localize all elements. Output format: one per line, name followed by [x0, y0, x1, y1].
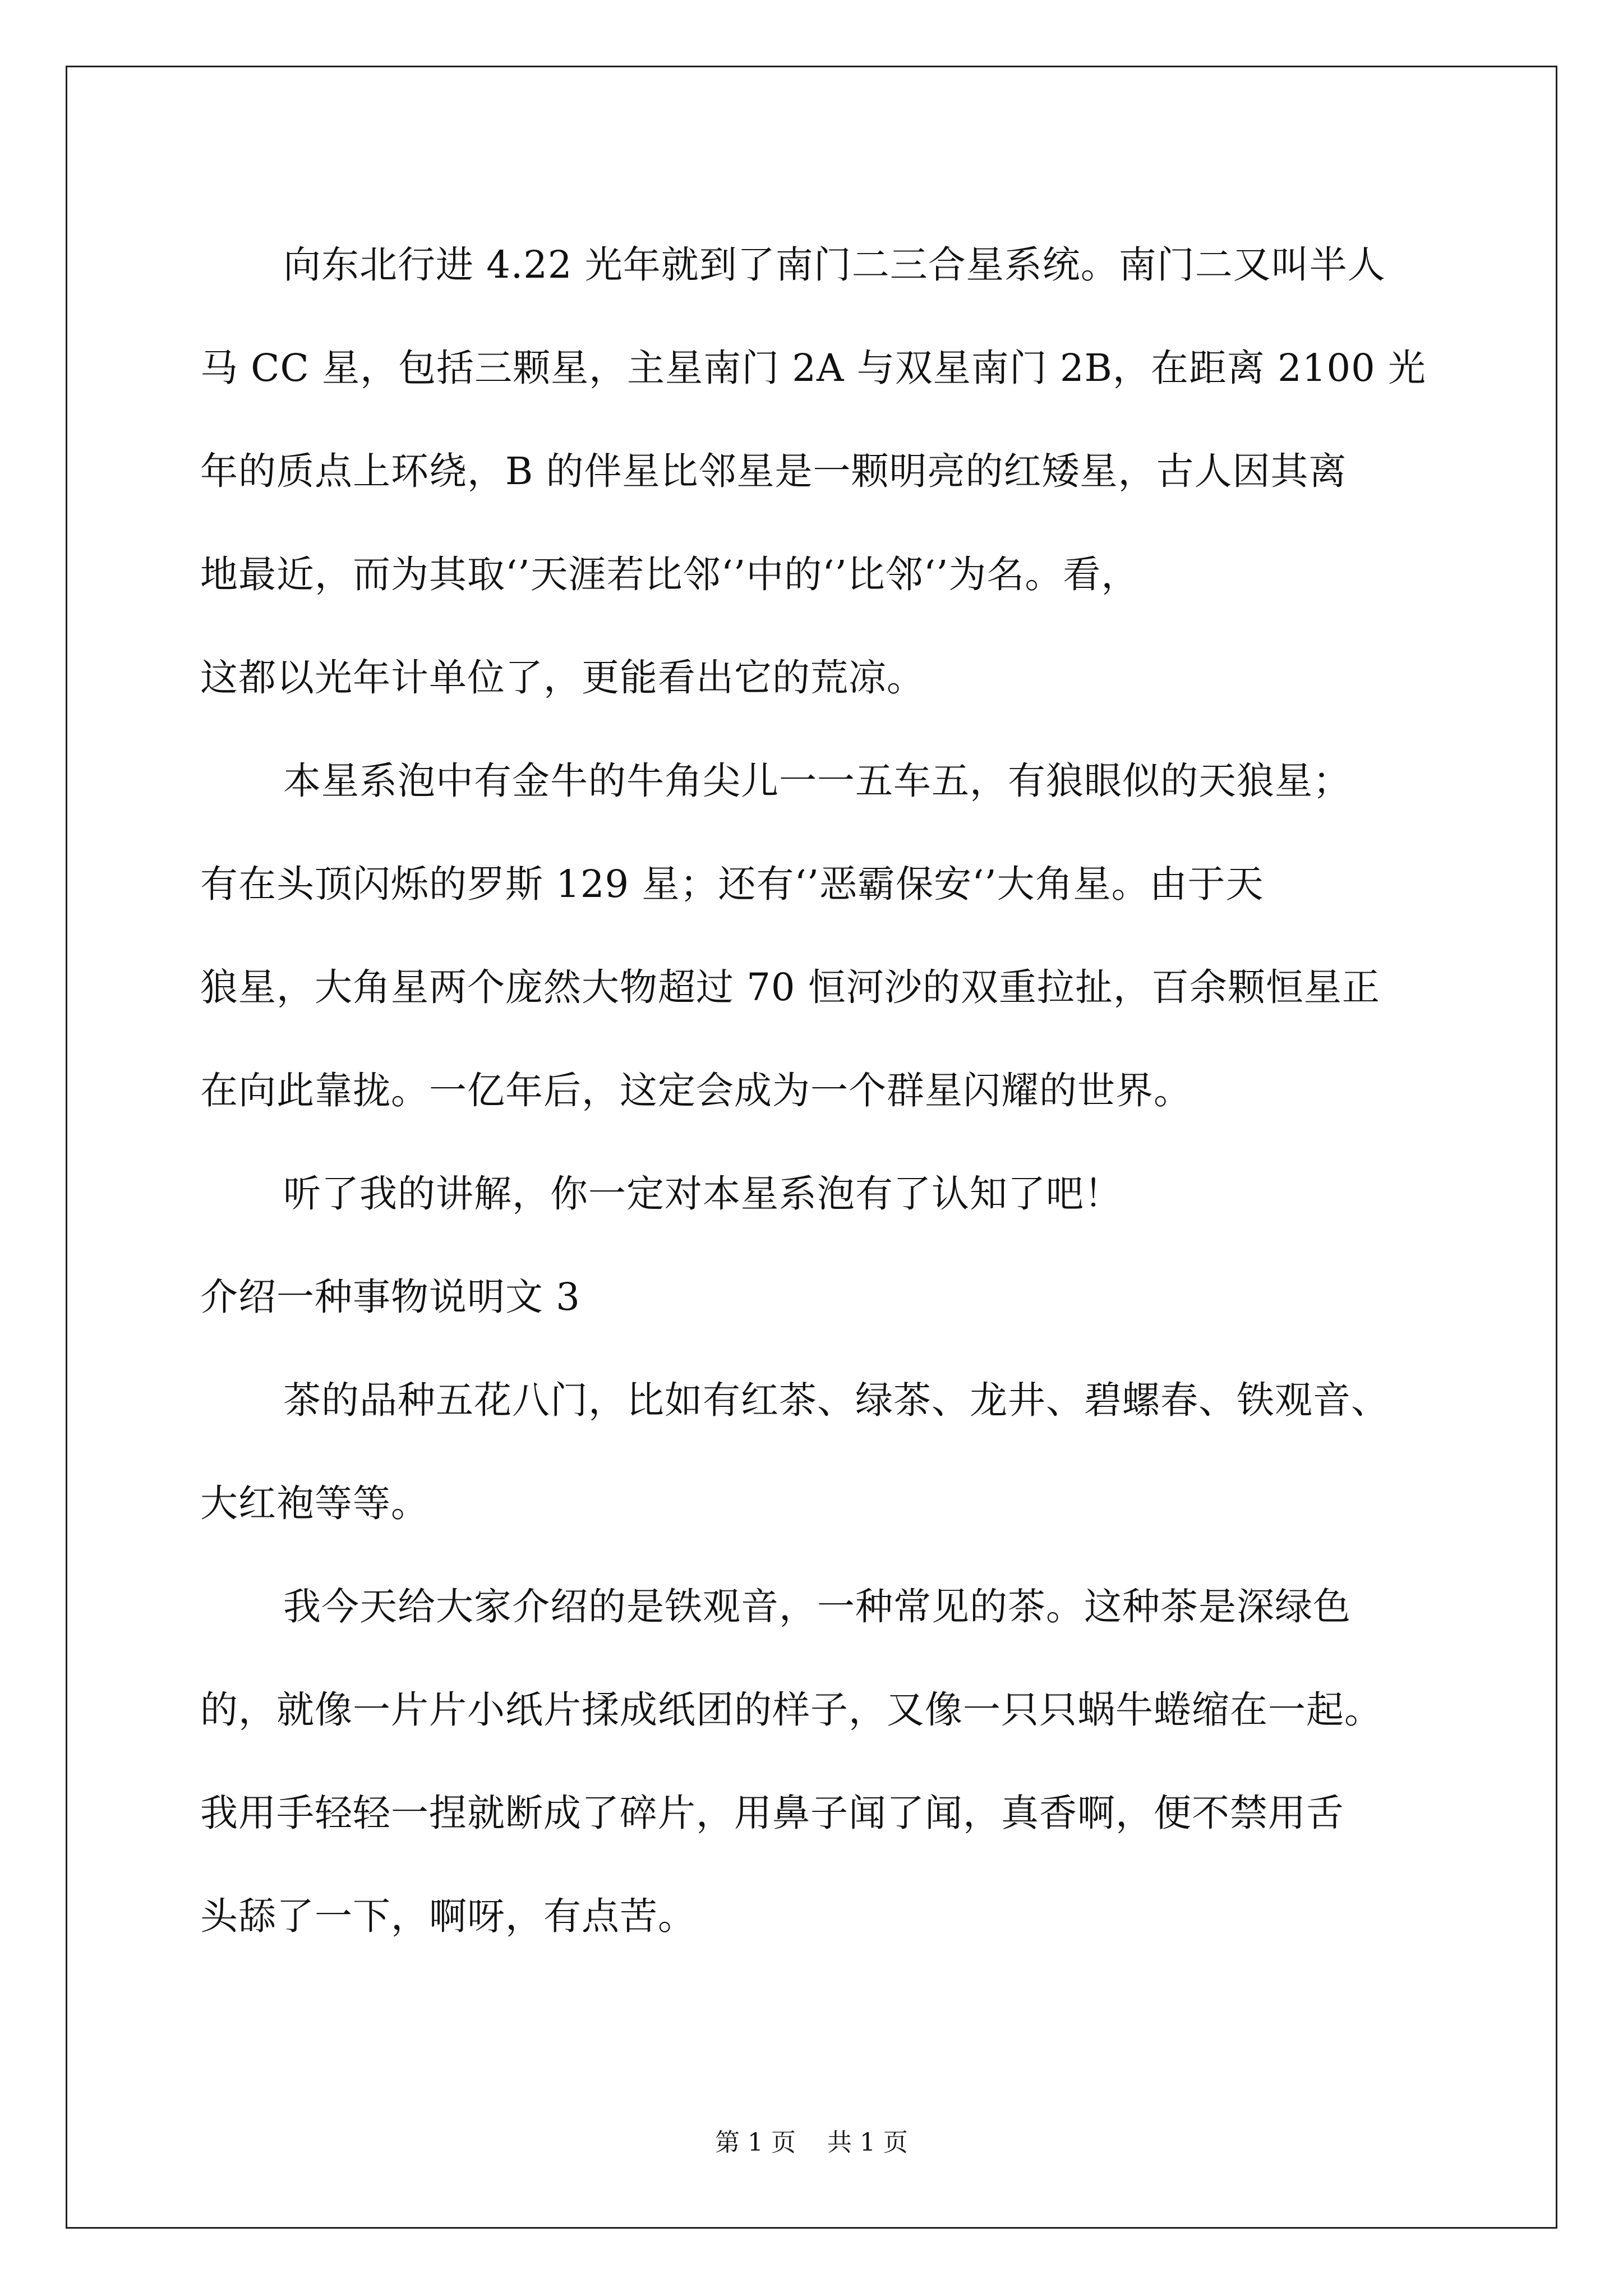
page-total: 共 1 页 — [827, 2128, 908, 2157]
paragraph-line: 的，就像一片片小纸片揉成纸团的样子，又像一只只蜗牛蜷缩在一起。 — [200, 1688, 1382, 1732]
paragraph-line: 马 CC 星，包括三颗星，主星南门 2A 与双星南门 2B，在距离 2100 光 — [200, 346, 1426, 390]
paragraph-line: 本星系泡中有金牛的牛角尖儿一一五车五，有狼眼似的天狼星； — [283, 759, 1351, 803]
section-heading: 介绍一种事物说明文 3 — [200, 1275, 580, 1319]
paragraph-line: 我今天给大家介绍的是铁观音，一种常见的茶。这种茶是深绿色 — [283, 1585, 1351, 1628]
paragraph-line: 大红袍等等。 — [200, 1481, 429, 1525]
page-number: 第 1 页 — [715, 2128, 796, 2157]
page-footer — [0, 2126, 1623, 2160]
paragraph-line: 我用手轻轻一捏就断成了碎片，用鼻子闻了闻，真香啊，便不禁用舌 — [200, 1791, 1344, 1835]
document-body — [200, 213, 1428, 1968]
paragraph-line: 茶的品种五花八门，比如有红茶、绿茶、龙井、碧螺春、铁观音、 — [283, 1378, 1389, 1422]
paragraph-line: 地最近，而为其取‘’天涯若比邻‘’中的‘’比邻‘’为名。看， — [200, 553, 1140, 596]
paragraph-line: 在向此靠拢。一亿年后，这定会成为一个群星闪耀的世界。 — [200, 1069, 1192, 1112]
paragraph-line: 听了我的讲解，你一定对本星系泡有了认知了吧！ — [283, 1172, 1122, 1216]
paragraph-line: 这都以光年计单位了，更能看出它的荒凉。 — [200, 656, 925, 700]
paragraph-line: 有在头顶闪烁的罗斯 129 星；还有‘’恶霸保安‘’大角星。由于天 — [200, 862, 1264, 906]
paragraph-line: 年的质点上环绕，B 的伴星比邻星是一颗明亮的红矮星，古人因其离 — [200, 449, 1347, 493]
paragraph-line: 向东北行进 4.22 光年就到了南门二三合星系统。南门二又叫半人 — [283, 243, 1386, 287]
paragraph-line: 狼星，大角星两个庞然大物超过 70 恒河沙的双重拉扯，百余颗恒星正 — [200, 965, 1380, 1009]
paragraph-line: 头舔了一下，啊呀，有点苦。 — [200, 1894, 696, 1938]
